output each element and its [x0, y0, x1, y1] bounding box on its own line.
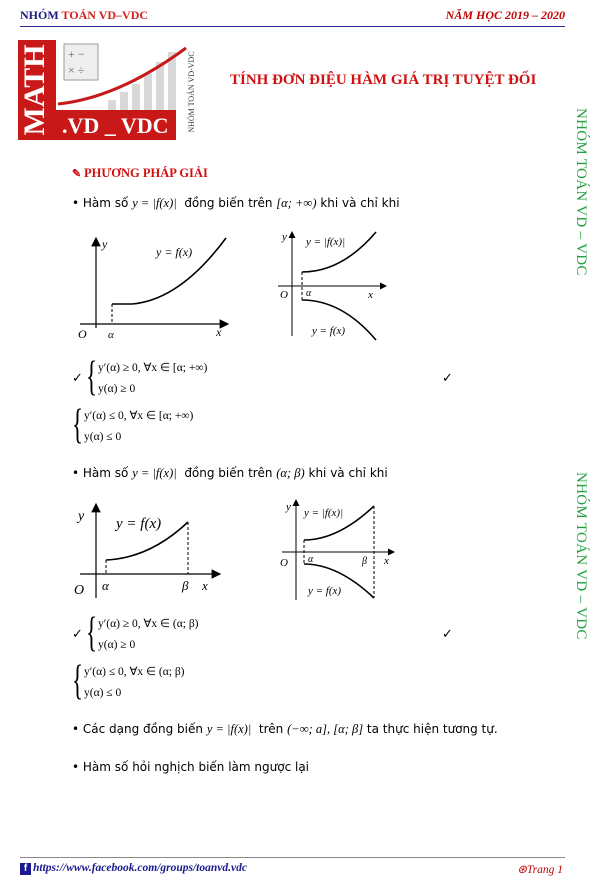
g4-fx-label: y = f(x)	[308, 585, 342, 597]
item2-prefix: Hàm số	[82, 466, 129, 480]
g1-x-label: x	[216, 325, 222, 339]
g4-beta: β	[362, 556, 367, 567]
item2-sys2-line1: y′(α) ≤ 0, ∀x ∈ (α; β)	[84, 666, 185, 678]
g1-y-label: y	[102, 237, 108, 251]
item2-mid: đồng biến trên	[184, 466, 273, 480]
item1-sys2-line1: y′(α) ≤ 0, ∀x ∈ [α; +∞)	[84, 410, 194, 422]
item2-interval: (α; β)	[276, 466, 305, 480]
footer-page	[517, 862, 563, 876]
side-label-top: NHÓM TOÁN VD – VDC	[573, 108, 589, 276]
section-heading	[72, 166, 208, 181]
item2-statement: • Hàm số y = |f(x)| đồng biến trên (α; β) khi và chỉ khi	[72, 466, 388, 480]
g4-origin: O	[280, 557, 288, 569]
g1-alpha: α	[108, 329, 114, 341]
item2-func: y = |f(x)|	[132, 466, 177, 480]
g1-fx-label: y = f(x)	[156, 245, 193, 259]
header-group-a: NHÓM	[20, 8, 62, 22]
check-icon: ✓	[442, 626, 453, 641]
graph1-right	[272, 228, 392, 346]
item2-sys1-line2: y(α) ≥ 0	[98, 639, 136, 651]
item2-system1: { y′(α) ≥ 0, ∀x ∈ (α; β) y(α) ≥ 0	[86, 610, 199, 656]
item3-mid: trên	[258, 722, 284, 736]
item2-system2: { y′(α) ≤ 0, ∀x ∈ (α; β) y(α) ≤ 0	[72, 658, 185, 704]
header-group	[20, 8, 148, 23]
page-title: TÍNH ĐƠN ĐIỆU HÀM GIÁ TRỊ TUYỆT ĐỐI	[230, 72, 537, 88]
item4-statement: • Hàm số hỏi nghịch biến làm ngược lại	[72, 760, 310, 774]
g2-absfx-label: y = |f(x)|	[306, 236, 346, 248]
g2-alpha: α	[306, 288, 312, 299]
g4-absfx-label: y = |f(x)|	[304, 507, 344, 519]
g4-y-label: y	[286, 501, 291, 513]
g1-origin: O	[78, 327, 87, 341]
item4-text: Hàm số hỏi nghịch biến làm ngược lại	[82, 760, 310, 774]
g2-origin: O	[280, 289, 288, 301]
item3-prefix: Các dạng đồng biến	[82, 722, 203, 736]
item1-interval: [α; +∞)	[276, 196, 317, 210]
g3-alpha: α	[102, 578, 109, 593]
header-year: NĂM HỌC 2019 – 2020	[445, 8, 565, 22]
item1-mid: đồng biến trên	[184, 196, 273, 210]
item1-suffix: khi và chỉ khi	[320, 196, 400, 210]
logo-vertical: NHÓM TOÁN VD-VDC	[187, 51, 196, 133]
item1-system1: { y′(α) ≥ 0, ∀x ∈ [α; +∞) y(α) ≥ 0	[86, 354, 208, 400]
item3-interval: (−∞; a], [α; β]	[287, 722, 364, 736]
section-label: PHƯƠNG PHÁP GIẢI	[83, 166, 208, 180]
g2-x-label: x	[368, 289, 373, 301]
g3-fx-label: y = f(x)	[116, 516, 162, 532]
item2-suffix: khi và chỉ khi	[308, 466, 388, 480]
graph1-left	[70, 230, 240, 345]
footer-page-text: Trang 1	[526, 864, 563, 876]
svg-text:× ÷: × ÷	[68, 63, 85, 77]
item1-sys1-line1: y′(α) ≥ 0, ∀x ∈ [α; +∞)	[98, 362, 208, 374]
footer-rule	[20, 857, 565, 858]
side-label-bottom: NHÓM TOÁN VD – VDC	[573, 472, 589, 640]
item2-sys2-line2: y(α) ≤ 0	[84, 687, 122, 699]
logo-sub: .VD _ VDC	[62, 113, 169, 138]
item1-system2: { y′(α) ≤ 0, ∀x ∈ [α; +∞) y(α) ≤ 0	[72, 402, 194, 448]
check-icon: ✓	[72, 626, 83, 641]
header-rule	[20, 26, 565, 27]
g2-fx-label: y = f(x)	[312, 325, 346, 337]
header-group-b: TOÁN VD–VDC	[61, 8, 149, 22]
item1-statement: • Hàm số y = |f(x)| đồng biến trên [α; +∞) khi và chỉ khi	[72, 196, 400, 210]
graph2-left	[70, 500, 230, 602]
logo-brand: MATH	[18, 44, 51, 136]
g3-beta: β	[182, 578, 189, 593]
item3-statement: • Các dạng đồng biến y = |f(x)| trên (−∞; a], [α; β] ta thực hiện tương tự.	[72, 722, 498, 736]
item3-func: y = |f(x)|	[206, 722, 252, 736]
svg-text:+ −: + −	[68, 47, 85, 61]
g4-alpha: α	[308, 554, 314, 565]
g2-y-label: y	[282, 231, 287, 243]
footer-link[interactable]	[20, 862, 247, 875]
star-icon: ⊛	[517, 864, 527, 876]
check-icon: ✓	[72, 370, 83, 385]
g3-y-label: y	[78, 509, 85, 524]
facebook-icon: f	[20, 863, 31, 875]
graph2-right	[276, 496, 400, 604]
g3-origin: O	[74, 583, 85, 598]
check-icon: ✓	[442, 370, 453, 385]
footer-link-text[interactable]: https://www.facebook.com/groups/toanvd.vdc	[33, 862, 247, 874]
item2-sys1-line1: y′(α) ≥ 0, ∀x ∈ (α; β)	[98, 618, 199, 630]
item1-sys2-line2: y(α) ≤ 0	[84, 431, 122, 443]
item3-suffix: ta thực hiện tương tự.	[366, 722, 498, 736]
item1-func: y = |f(x)|	[132, 196, 177, 210]
g4-x-label: x	[384, 555, 389, 567]
item1-sys1-line2: y(α) ≥ 0	[98, 383, 136, 395]
g3-x-label: x	[202, 578, 208, 593]
math-logo	[18, 40, 210, 140]
item1-prefix: Hàm số	[82, 196, 129, 210]
pencil-icon: ✎	[72, 168, 84, 180]
